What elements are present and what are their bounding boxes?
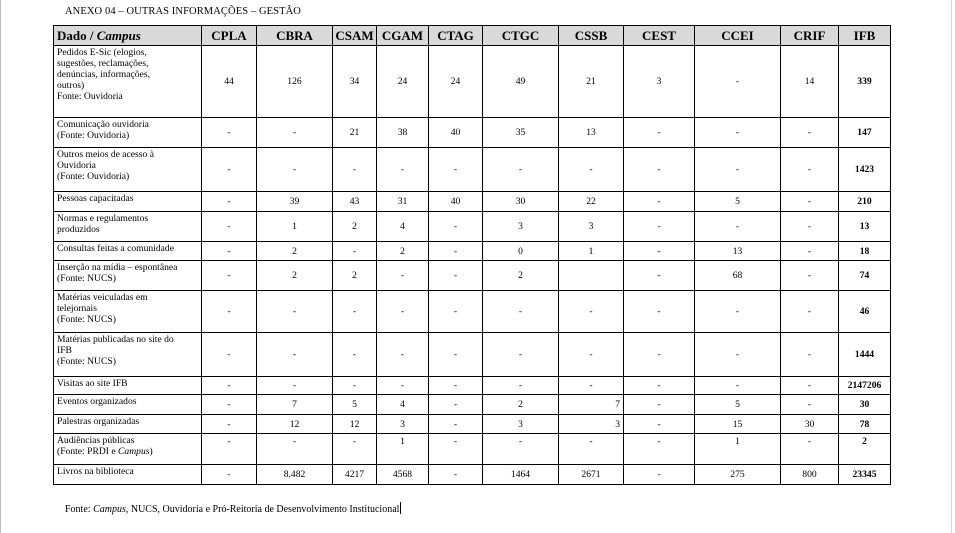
cell-cgam: 24 — [377, 46, 429, 118]
cell-ctgc: - — [483, 291, 559, 333]
cell-cbra: 8.482 — [257, 465, 333, 485]
cell-ctag: 40 — [429, 118, 483, 148]
page-edge-right — [951, 0, 952, 533]
cell-cest: 3 — [624, 46, 695, 118]
cell-cssb: 22 — [559, 192, 624, 212]
cell-cgam: 31 — [377, 192, 429, 212]
cell-ctgc: 1464 — [483, 465, 559, 485]
cell-csam: 5 — [333, 395, 377, 415]
cell-ifb: 13 — [839, 212, 891, 242]
cell-cssb: 7 — [559, 395, 624, 415]
cell-cpla: - — [202, 465, 257, 485]
cell-crif: - — [781, 291, 839, 333]
cell-cgam: 4 — [377, 395, 429, 415]
column-header-ctag: CTAG — [429, 26, 483, 46]
cell-cpla: - — [202, 377, 257, 395]
cell-ifb: 2 — [839, 434, 891, 465]
cell-csam: 12 — [333, 415, 377, 434]
cell-ctag: 24 — [429, 46, 483, 118]
cell-ifb: 46 — [839, 291, 891, 333]
cell-crif: - — [781, 261, 839, 291]
cell-csam: - — [333, 291, 377, 333]
source-footnote: Fonte: Campus, NUCS, Ouvidoria e Pró-Reitoria de Desenvolvimento Institucional — [65, 504, 400, 515]
row-label: Visitas ao site IFB — [54, 377, 202, 395]
cell-cssb: 3 — [559, 212, 624, 242]
row-label: Pessoas capacitadas — [54, 192, 202, 212]
cell-ctgc: - — [483, 434, 559, 465]
cell-crif: - — [781, 212, 839, 242]
row-label: Matérias veiculadas em telejornais (Fonte: NUCS) — [54, 291, 202, 333]
cell-ctag: - — [429, 377, 483, 395]
column-header-dado: Dado / Campus — [54, 26, 202, 46]
cell-cest: - — [624, 261, 695, 291]
cell-ctgc: 2 — [483, 261, 559, 291]
column-header-csam: CSAM — [333, 26, 377, 46]
cell-ifb: 1423 — [839, 148, 891, 192]
cell-cssb: - — [559, 434, 624, 465]
cell-ctag: - — [429, 242, 483, 261]
cell-ctgc: - — [483, 333, 559, 377]
cell-ifb: 74 — [839, 261, 891, 291]
cell-cssb: 3 — [559, 415, 624, 434]
cell-cssb: 21 — [559, 46, 624, 118]
cell-ctgc: 35 — [483, 118, 559, 148]
cell-cssb: 2671 — [559, 465, 624, 485]
column-header-ccei: CCEI — [695, 26, 781, 46]
row-label: Normas e regulamentos produzidos — [54, 212, 202, 242]
cell-ctgc: - — [483, 148, 559, 192]
table-row — [54, 333, 891, 377]
cell-cest: - — [624, 242, 695, 261]
cell-ifb: 147 — [839, 118, 891, 148]
cell-cssb: - — [559, 333, 624, 377]
cell-crif: - — [781, 333, 839, 377]
cell-ccei: 1 — [695, 434, 781, 465]
cell-cssb: - — [559, 291, 624, 333]
cell-csam: - — [333, 242, 377, 261]
cell-cpla: - — [202, 242, 257, 261]
cell-crif: 800 — [781, 465, 839, 485]
row-label: Audiências públicas (Fonte: PRDI e Campus) — [54, 434, 202, 465]
cell-cpla: - — [202, 192, 257, 212]
cell-cgam: - — [377, 148, 429, 192]
cell-cbra: - — [257, 434, 333, 465]
cell-cpla: 44 — [202, 46, 257, 118]
cell-ctag: - — [429, 333, 483, 377]
cell-crif: - — [781, 377, 839, 395]
cell-ccei: - — [695, 291, 781, 333]
cell-cssb: - — [559, 148, 624, 192]
cell-ctag: - — [429, 148, 483, 192]
column-header-cbra: CBRA — [257, 26, 333, 46]
cell-cbra: 2 — [257, 242, 333, 261]
cell-cbra: - — [257, 291, 333, 333]
cell-ifb: 339 — [839, 46, 891, 118]
page-edge-left — [0, 0, 1, 533]
cell-cbra: - — [257, 118, 333, 148]
table-row — [54, 377, 891, 395]
cell-cpla: - — [202, 434, 257, 465]
cell-ifb: 2147206 — [839, 377, 891, 395]
cell-cgam: 4568 — [377, 465, 429, 485]
cell-crif: 30 — [781, 415, 839, 434]
cell-cest: - — [624, 395, 695, 415]
cell-cest: - — [624, 118, 695, 148]
cell-cbra: - — [257, 148, 333, 192]
cell-ctgc: 3 — [483, 415, 559, 434]
cell-ifb: 210 — [839, 192, 891, 212]
cell-cssb: 1 — [559, 242, 624, 261]
text-cursor — [400, 502, 401, 514]
table-row — [54, 434, 891, 465]
cell-csam: - — [333, 434, 377, 465]
cell-cssb: - — [559, 377, 624, 395]
cell-ifb: 30 — [839, 395, 891, 415]
cell-ccei: 275 — [695, 465, 781, 485]
header-row — [54, 26, 891, 46]
column-header-cest: CEST — [624, 26, 695, 46]
row-label: Comunicação ouvidoria (Fonte: Ouvidoria) — [54, 118, 202, 148]
table-row — [54, 148, 891, 192]
cell-cssb — [559, 261, 624, 291]
cell-csam: - — [333, 377, 377, 395]
cell-csam: - — [333, 333, 377, 377]
cell-ctag: - — [429, 415, 483, 434]
cell-cest: - — [624, 148, 695, 192]
cell-cbra: 2 — [257, 261, 333, 291]
cell-ccei: - — [695, 377, 781, 395]
column-header-cgam: CGAM — [377, 26, 429, 46]
cell-ccei: - — [695, 333, 781, 377]
table-row — [54, 395, 891, 415]
cell-cgam: 2 — [377, 242, 429, 261]
cell-ctgc: 3 — [483, 212, 559, 242]
cell-cpla: - — [202, 395, 257, 415]
cell-cest: - — [624, 415, 695, 434]
cell-ctgc: 0 — [483, 242, 559, 261]
cell-cest: - — [624, 465, 695, 485]
cell-ctag: - — [429, 291, 483, 333]
column-header-ctgc: CTGC — [483, 26, 559, 46]
table-row — [54, 465, 891, 485]
cell-cpla: - — [202, 261, 257, 291]
cell-cbra: 39 — [257, 192, 333, 212]
management-info-table — [53, 25, 891, 485]
cell-ccei: - — [695, 212, 781, 242]
cell-csam: 2 — [333, 212, 377, 242]
cell-cest: - — [624, 291, 695, 333]
cell-cbra: - — [257, 377, 333, 395]
column-header-cssb: CSSB — [559, 26, 624, 46]
table-row — [54, 192, 891, 212]
column-header-ifb: IFB — [839, 26, 891, 46]
cell-ccei: 5 — [695, 192, 781, 212]
cell-cpla: - — [202, 415, 257, 434]
cell-cbra: 126 — [257, 46, 333, 118]
column-header-cpla: CPLA — [202, 26, 257, 46]
cell-cbra: - — [257, 333, 333, 377]
cell-crif: - — [781, 118, 839, 148]
row-label: Consultas feitas a comunidade — [54, 242, 202, 261]
cell-cgam: - — [377, 333, 429, 377]
row-label: Palestras organizadas — [54, 415, 202, 434]
cell-csam: 2 — [333, 261, 377, 291]
cell-cgam: 4 — [377, 212, 429, 242]
cell-ccei: 68 — [695, 261, 781, 291]
cell-crif: 14 — [781, 46, 839, 118]
table-row — [54, 46, 891, 118]
cell-crif: - — [781, 242, 839, 261]
cell-csam: - — [333, 148, 377, 192]
cell-ccei: - — [695, 118, 781, 148]
cell-ifb: 18 — [839, 242, 891, 261]
cell-cpla: - — [202, 291, 257, 333]
cell-ifb: 1444 — [839, 333, 891, 377]
cell-cbra: 1 — [257, 212, 333, 242]
table-row — [54, 212, 891, 242]
row-label: Pedidos E-Sic (elogios, sugestões, reclamações, denúncias, informações, outros) Fonte: Ouvidoria — [54, 46, 202, 118]
cell-crif: - — [781, 148, 839, 192]
cell-ctgc: 30 — [483, 192, 559, 212]
cell-ctag: - — [429, 395, 483, 415]
table-row — [54, 118, 891, 148]
cell-cest: - — [624, 212, 695, 242]
cell-ctag: 40 — [429, 192, 483, 212]
annex-heading: ANEXO 04 – OUTRAS INFORMAÇÕES – GESTÃO — [65, 6, 301, 17]
cell-ccei: 13 — [695, 242, 781, 261]
cell-crif: - — [781, 192, 839, 212]
table-row — [54, 415, 891, 434]
cell-csam: 21 — [333, 118, 377, 148]
cell-cpla: - — [202, 148, 257, 192]
cell-cgam: 1 — [377, 434, 429, 465]
cell-ctag: - — [429, 434, 483, 465]
cell-ctag: - — [429, 212, 483, 242]
cell-cgam: - — [377, 377, 429, 395]
cell-ccei: 5 — [695, 395, 781, 415]
cell-cbra: 7 — [257, 395, 333, 415]
row-label: Livros na biblioteca — [54, 465, 202, 485]
cell-ctgc: 49 — [483, 46, 559, 118]
cell-ctgc: - — [483, 377, 559, 395]
cell-ccei: - — [695, 148, 781, 192]
row-label: Outros meios de acesso à Ouvidoria (Fonte: Ouvidoria) — [54, 148, 202, 192]
cell-cest: - — [624, 434, 695, 465]
cell-cest: - — [624, 192, 695, 212]
cell-ccei: - — [695, 46, 781, 118]
cell-cpla: - — [202, 333, 257, 377]
cell-crif: - — [781, 395, 839, 415]
row-label: Matérias publicadas no site do IFB (Fonte: NUCS) — [54, 333, 202, 377]
cell-csam: 4217 — [333, 465, 377, 485]
cell-cssb: 13 — [559, 118, 624, 148]
cell-ctag: - — [429, 261, 483, 291]
cell-ctag: - — [429, 465, 483, 485]
table-row — [54, 291, 891, 333]
cell-csam: 43 — [333, 192, 377, 212]
column-header-crif: CRIF — [781, 26, 839, 46]
cell-ctgc: 2 — [483, 395, 559, 415]
cell-cest: - — [624, 333, 695, 377]
table-row — [54, 242, 891, 261]
cell-cgam: 3 — [377, 415, 429, 434]
cell-ccei: 15 — [695, 415, 781, 434]
cell-cpla: - — [202, 212, 257, 242]
cell-ifb: 78 — [839, 415, 891, 434]
cell-csam: 34 — [333, 46, 377, 118]
cell-cgam: 38 — [377, 118, 429, 148]
cell-cest: - — [624, 377, 695, 395]
cell-cgam: - — [377, 261, 429, 291]
row-label: Eventos organizados — [54, 395, 202, 415]
cell-ifb: 23345 — [839, 465, 891, 485]
row-label: Inserção na mídia – espontânea (Fonte: NUCS) — [54, 261, 202, 291]
cell-cpla: - — [202, 118, 257, 148]
cell-cbra: 12 — [257, 415, 333, 434]
cell-cgam: - — [377, 291, 429, 333]
cell-crif: - — [781, 434, 839, 465]
table-row — [54, 261, 891, 291]
